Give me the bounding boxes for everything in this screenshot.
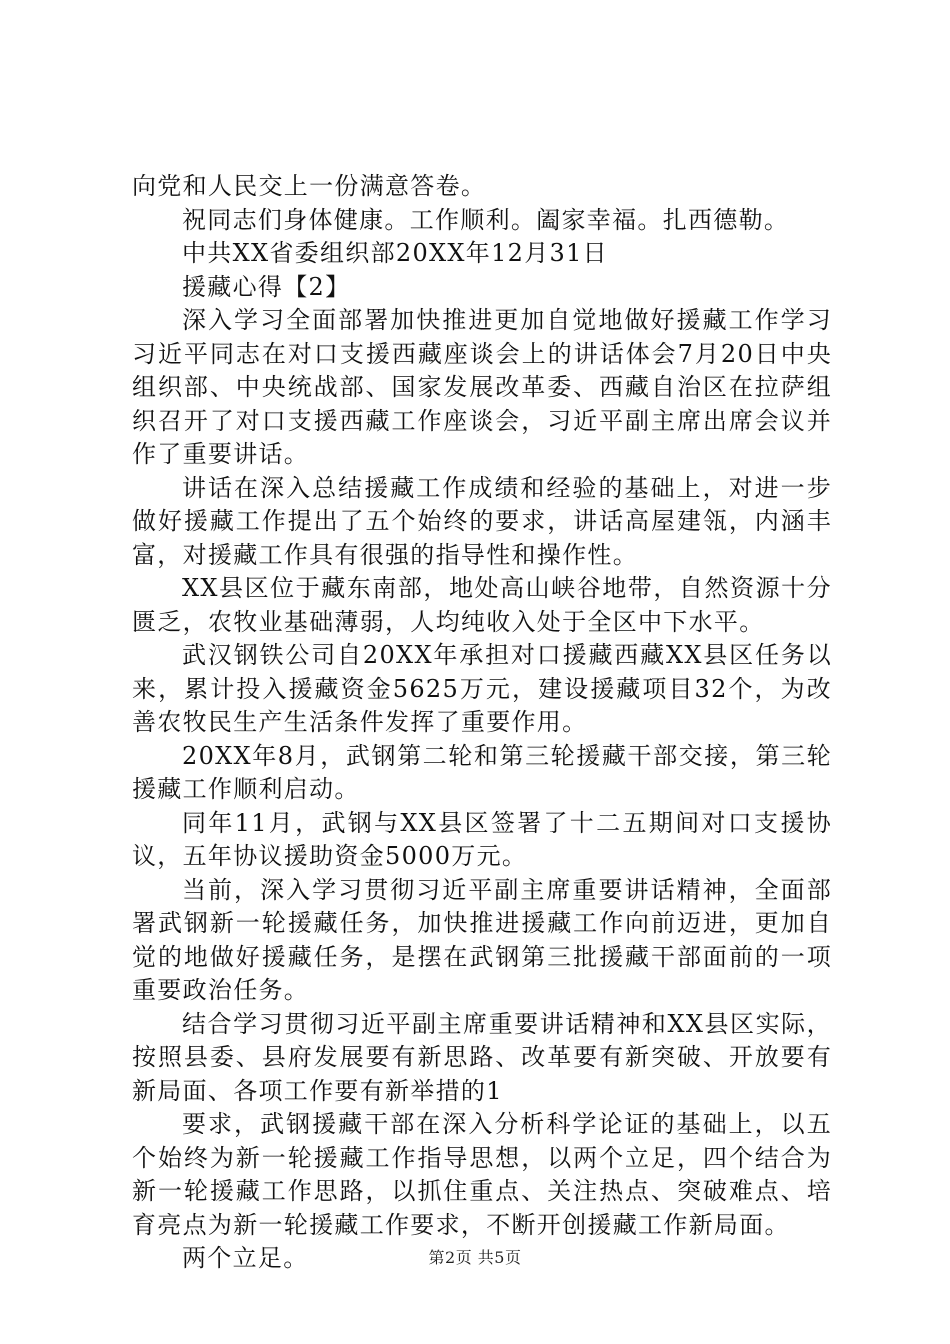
paragraph: 两个立足。 bbox=[182, 1244, 309, 1272]
paragraph: 中共XX省委组织部20XX年12月31日 bbox=[182, 239, 608, 267]
page-number-footer: 第2页 共5页 bbox=[428, 1248, 522, 1267]
paragraph: 当前，深入学习贯彻习近平副主席重要讲话精神，全面部署武钢新一轮援藏任务，加快推进援藏工作向前迈进，更加自觉的地做好援藏任务，是摆在武钢第三批援藏干部面前的一项重要政治任务。 bbox=[132, 875, 832, 1004]
paragraph: 祝同志们身体健康。工作顺利。阖家幸福。扎西德勒。 bbox=[182, 205, 790, 234]
paragraph: 讲话在深入总结援藏工作成绩和经验的基础上，对进一步做好援藏工作提出了五个始终的要求，讲话高屋建瓴，内涵丰富，对援藏工作具有很强的指导性和操作性。 bbox=[132, 473, 832, 569]
paragraph: 深入学习全面部署加快推进更加自觉地做好援藏工作学习习近平同志在对口支援西藏座谈会上的讲话体会7月20日中央组织部、中央统战部、国家发展改革委、西藏自治区在拉萨组织召开了对口支援西藏工作座谈会，习近平副主席出席会议并作了重要讲话。 bbox=[132, 306, 832, 468]
paragraph: XX县区位于藏东南部，地处高山峡谷地带，自然资源十分匮乏，农牧业基础薄弱，人均纯收入处于全区中下水平。 bbox=[132, 574, 832, 636]
paragraph: 同年11月，武钢与XX县区签署了十二五期间对口支援协议，五年协议援助资金5000万元。 bbox=[132, 808, 832, 870]
paragraph: 要求，武钢援藏干部在深入分析科学论证的基础上，以五个始终为新一轮援藏工作指导思想，以两个立足，四个结合为新一轮援藏工作思路，以抓住重点、关注热点、突破难点、培育亮点为新一轮援藏工作要求，不断开创援藏工作新局面。 bbox=[132, 1110, 832, 1239]
paragraph: 20XX年8月，武钢第二轮和第三轮援藏干部交接，第三轮援藏工作顺利启动。 bbox=[132, 741, 832, 803]
paragraph: 武汉钢铁公司自20XX年承担对口援藏西藏XX县区任务以来，累计投入援藏资金5625万元，建设援藏项目32个，为改善农牧民生产生活条件发挥了重要作用。 bbox=[132, 641, 832, 736]
section-heading: 援藏心得【2】 bbox=[182, 272, 351, 301]
paragraph: 向党和人民交上一份满意答卷。 bbox=[132, 172, 487, 200]
paragraph: 结合学习贯彻习近平副主席重要讲话精神和XX县区实际，按照县委、县府发展要有新思路、改革要有新突破、开放要有新局面、各项工作要有新举措的1 bbox=[132, 1009, 832, 1105]
document-body bbox=[132, 170, 832, 1276]
